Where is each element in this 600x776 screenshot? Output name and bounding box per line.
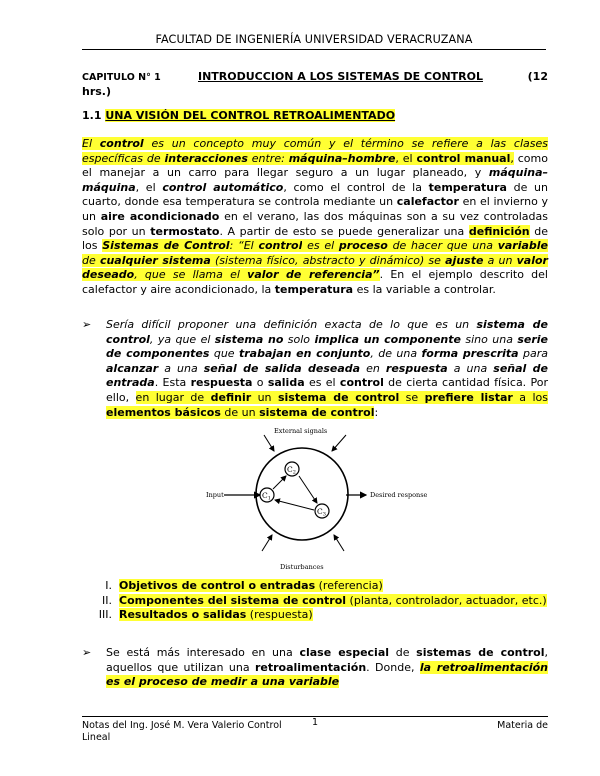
c1-label: C — [262, 491, 268, 500]
bullet-definition-text: Sería difícil proponer una definición exacta de lo que es un sistema de control, ya que el sistema no solo implica un componente sino una serie de componentes que trabajan en conjunto, de una forma prescrita para alcanzar a una señal de salida deseada en respuesta a una señal de entrada. Esta respuesta o salida es el control de cierta cantidad física. Por ello, en lugar de definir un sistema de control se prefiere listar a los elementos básicos de un sistema de control: — [106, 318, 549, 419]
c1-subscript: 1 — [267, 495, 271, 502]
intro-paragraph: El control es un concepto muy común y el término se refiere a las clases específicas de interacciones entre: máquina–hombre, el control manual, como el manejar a un carro para llegar seguro a un lugar planeado, y máquina–máquina, el control automático, como el control de la temperatura de un cuarto, donde esa temperatura se controla mediante un calefactor en el invierno y un aire acondicionado en el verano, las dos máquinas son a su vez controladas solo por un termostato. A partir de esto se puede generalizar una definición de los Sistemas de Control: “El control es el proceso de hacer que una variable de cualquier sistema (sistema físico, abstracto y dinámico) se ajuste a un valor deseado, que se llama el valor de referencia”. En el ejemplo descrito del calefactor y aire acondicionado, la temperatura es la variable a controlar. — [82, 137, 549, 296]
external-arrow-right — [332, 435, 346, 451]
section-heading — [82, 109, 395, 122]
disturbances-label: Disturbances — [280, 563, 324, 571]
page-number: 1 — [312, 717, 319, 728]
disturbance-arrow-left — [262, 535, 272, 551]
output-label: Desired response — [370, 491, 428, 499]
basic-elements-list — [82, 579, 548, 623]
external-signals-label: External signals — [274, 427, 328, 435]
chapter-hours: (12 — [527, 70, 548, 83]
chapter-label: CAPITULO N° 1 — [82, 72, 161, 83]
c3-label: C — [317, 507, 323, 516]
header-institution: FACULTAD DE INGENIERÍA UNIVERSIDAD VERACRUZANA — [155, 33, 473, 46]
section-number: 1.1 — [82, 109, 102, 122]
c2-subscript: 2 — [292, 469, 296, 476]
arrow-bullet-icon: ➢ — [82, 318, 92, 331]
bullet-feedback — [82, 646, 548, 690]
c1-to-c2-arrow — [273, 476, 286, 489]
page-footer — [82, 716, 548, 743]
chapter-title: INTRODUCCION A LOS SISTEMAS DE CONTROL — [198, 70, 483, 83]
c2-label: C — [287, 465, 293, 474]
c2-to-c3-arrow — [299, 476, 317, 503]
input-label: Input — [206, 491, 224, 499]
footer-course: Materia de — [497, 720, 548, 731]
control-system-diagram — [202, 421, 428, 573]
chapter-heading — [82, 70, 548, 98]
list-item: II. Componentes del sistema de control (planta, controlador, actuador, etc.) — [102, 593, 547, 607]
c3-subscript: 3 — [322, 511, 326, 518]
page-header — [82, 33, 546, 50]
chapter-hours-cont: hrs.) — [82, 85, 112, 98]
bullet-definition — [82, 318, 548, 420]
external-arrow-left — [264, 435, 274, 451]
disturbance-arrow-right — [334, 535, 344, 551]
bullet-feedback-text: Se está más interesado en una clase especial de sistemas de control, aquellos que utilizan una retroalimentación. Donde, la retroalimentación es el proceso de medir a una variable — [106, 646, 548, 689]
c3-to-c1-arrow — [275, 500, 314, 510]
list-item: I. Objetivos de control o entradas (referencia) — [105, 579, 383, 592]
footer-author: Notas del Ing. José M. Vera Valerio Control Lineal — [82, 720, 282, 743]
list-item: III. Resultados o salidas (respuesta) — [98, 608, 313, 622]
section-title: UNA VISIÓN DEL CONTROL RETROALIMENTADO — [105, 109, 396, 122]
arrow-bullet-icon: ➢ — [82, 646, 92, 659]
